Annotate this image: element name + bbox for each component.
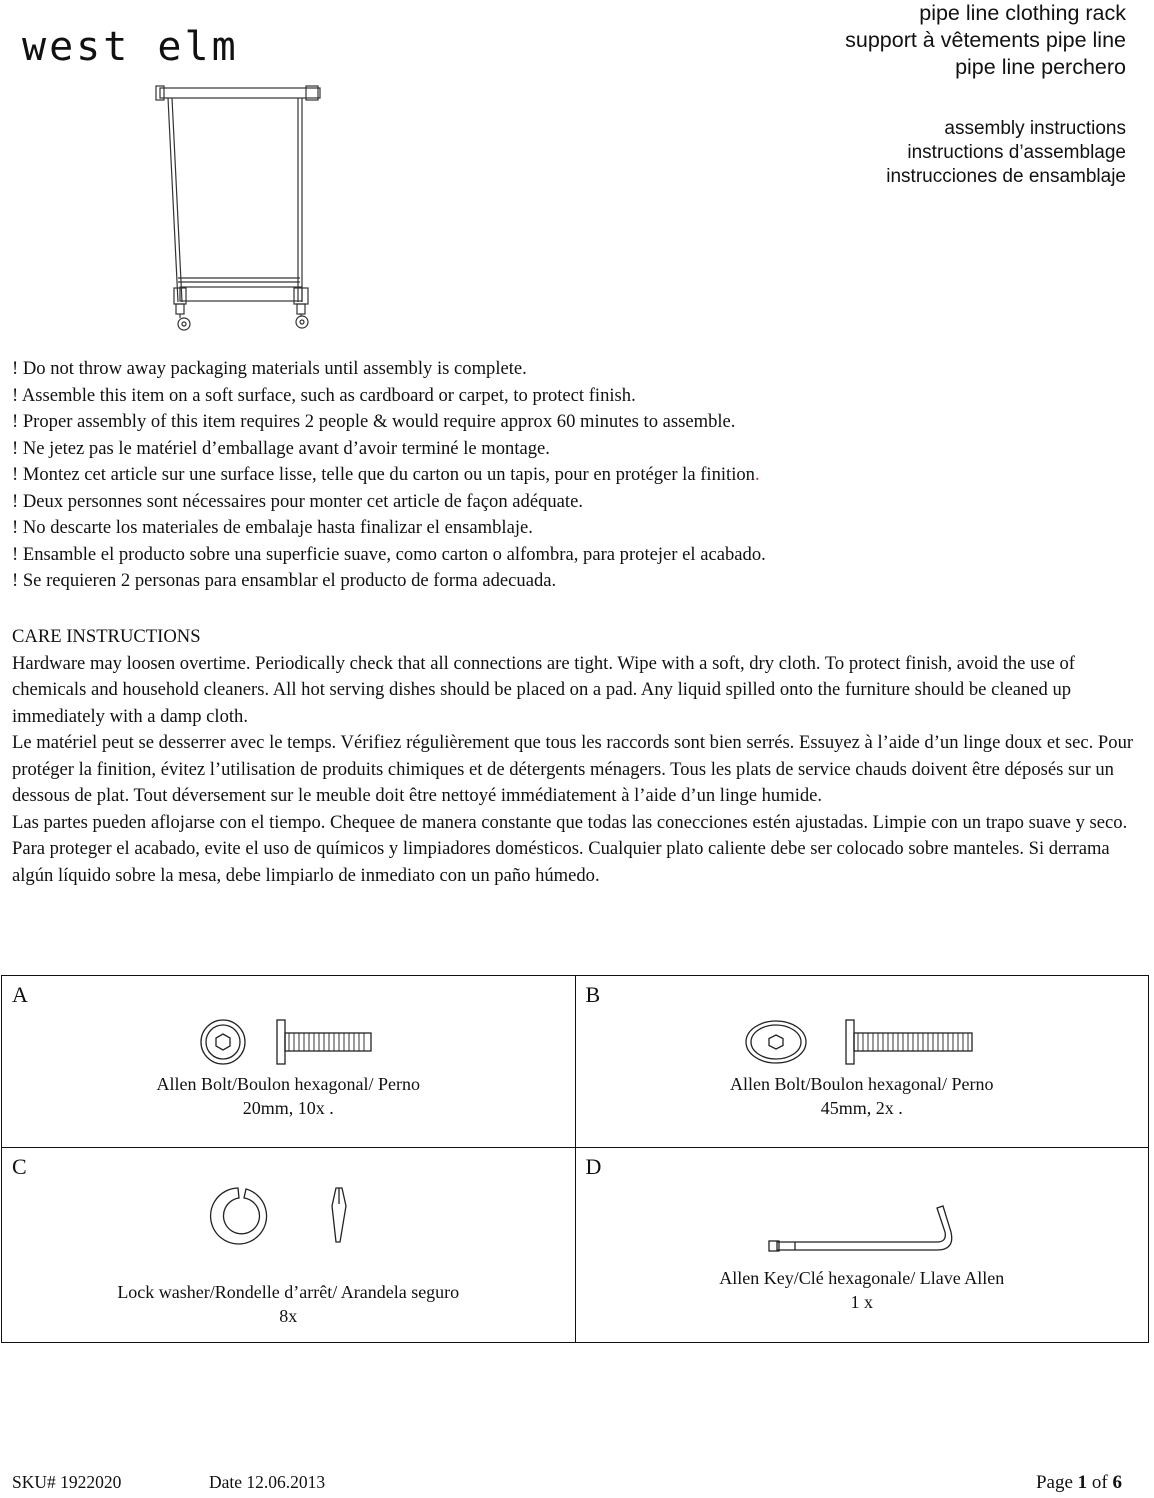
warnings-list bbox=[12, 356, 1142, 595]
page-current: 1 bbox=[1077, 1472, 1088, 1493]
hardware-parts-table bbox=[1, 975, 1149, 1343]
page-total: 6 bbox=[1112, 1472, 1122, 1493]
warning-line: ! Ensamble el producto sobre una superficie suave, como carton o alfombra, para protejer el acabado. bbox=[12, 543, 766, 565]
product-title-es: pipe line perchero bbox=[955, 55, 1126, 79]
part-quantity: 8x bbox=[279, 1306, 298, 1326]
care-text-en: Hardware may loosen overtime. Periodically check that all connections are tight. Wipe with a soft, dry cloth. To protect finish, avoid the use of chemicals and household cleaners. All hot serving dishes should be placed on a pad. Any liquid spilled onto the furniture should be cleaned up immediately with a damp cloth. bbox=[12, 652, 1076, 727]
doc-type-en: assembly instructions bbox=[944, 118, 1126, 139]
care-instructions bbox=[12, 624, 1147, 889]
doc-type-es: instrucciones de ensamblaje bbox=[886, 166, 1126, 187]
care-heading: CARE INSTRUCTIONS bbox=[12, 626, 201, 647]
part-quantity: 1 x bbox=[850, 1292, 873, 1312]
warning-red-dot: . bbox=[754, 464, 760, 485]
warning-line: ! No descarte los materiales de embalaje hasta finalizar el ensamblaje. bbox=[12, 517, 533, 538]
allen-bolt-45mm-icon bbox=[742, 1014, 982, 1070]
care-text-fr: Le matériel peut se desserrer avec le temps. Vérifiez régulièrement que tous les raccords sont bien serrés. Essuyez à l’aide d’un linge doux et sec. Pour protéger la finition, évitez l’utilisation de produits chimiques et de détergents ménagers. Tous les plats de service chauds doivent être déposés sur un dessous de plat. Tout déversement sur le meuble doit être nettoyé immédiatement à l’aide d’un linge humide. bbox=[12, 732, 1134, 806]
product-title-en: pipe line clothing rack bbox=[919, 1, 1126, 25]
warning-line: ! Proper assembly of this item requires 2 people & would require approx 60 minutes to assemble. bbox=[12, 411, 736, 432]
lock-washer-icon bbox=[208, 1184, 368, 1248]
allen-key-icon bbox=[767, 1204, 957, 1260]
product-title-fr: support à vêtements pipe line bbox=[845, 28, 1126, 52]
part-cell-d bbox=[575, 1148, 1149, 1343]
title-block bbox=[845, 0, 1126, 189]
part-quantity: 45mm, 2x . bbox=[820, 1098, 903, 1118]
part-cell-b bbox=[575, 976, 1149, 1148]
warning-line: ! Se requieren 2 personas para ensamblar el producto de forma adecuada. bbox=[12, 570, 557, 591]
page-word: Page bbox=[1035, 1472, 1073, 1493]
part-cell-a bbox=[2, 976, 576, 1148]
part-name: Allen Bolt/Boulon hexagonal/ Perno bbox=[156, 1074, 420, 1094]
part-letter: B bbox=[585, 982, 601, 1007]
document-date: Date 12.06.2013 bbox=[209, 1472, 326, 1492]
warning-line: ! Ne jetez pas le matériel d’emballage avant d’avoir terminé le montage. bbox=[12, 437, 550, 459]
part-cell-c bbox=[2, 1148, 576, 1343]
part-quantity: 20mm, 10x . bbox=[242, 1098, 334, 1118]
part-letter: A bbox=[12, 982, 28, 1007]
page-of: of bbox=[1091, 1472, 1108, 1493]
part-name: Lock washer/Rondelle d’arrêt/ Arandela seguro bbox=[117, 1282, 460, 1302]
part-letter: D bbox=[585, 1154, 602, 1179]
care-text-es: Las partes pueden aflojarse con el tiempo. Chequee de manera constante que todas las conecciones estén ajustadas. Limpie con un trapo suave y seco. Para proteger el acabado, evite el uso de químicos y limpiadores domésticos. Cualquier plato caliente debe ser colocado sobre manteles. Si derrama algún líquido sobre la mesa, debe limpiarlo de inmediato con un paño húmedo. bbox=[12, 811, 1128, 886]
doc-type-fr: instructions d’assemblage bbox=[907, 142, 1126, 163]
warning-line: ! Deux personnes sont nécessaires pour monter cet article de façon adéquate. bbox=[12, 490, 584, 512]
brand-logo: west elm bbox=[22, 24, 239, 70]
part-name: Allen Key/Clé hexagonale/ Llave Allen bbox=[719, 1268, 1005, 1288]
warning-text: ! Montez cet article sur une surface lisse, telle que du carton ou un tapis, pour en protéger la finition bbox=[12, 464, 755, 485]
clothing-rack-illustration bbox=[150, 82, 340, 337]
page-indicator bbox=[1036, 1472, 1122, 1494]
allen-bolt-20mm-icon bbox=[193, 1014, 383, 1070]
warning-line: ! Do not throw away packaging materials until assembly is complete. bbox=[12, 358, 527, 379]
part-letter: C bbox=[12, 1154, 27, 1179]
sku-number: SKU# 1922020 bbox=[12, 1472, 122, 1492]
warning-line: ! Assemble this item on a soft surface, such as cardboard or carpet, to protect finish. bbox=[12, 384, 636, 406]
warning-line bbox=[12, 462, 1142, 489]
part-name: Allen Bolt/Boulon hexagonal/ Perno bbox=[730, 1074, 994, 1094]
